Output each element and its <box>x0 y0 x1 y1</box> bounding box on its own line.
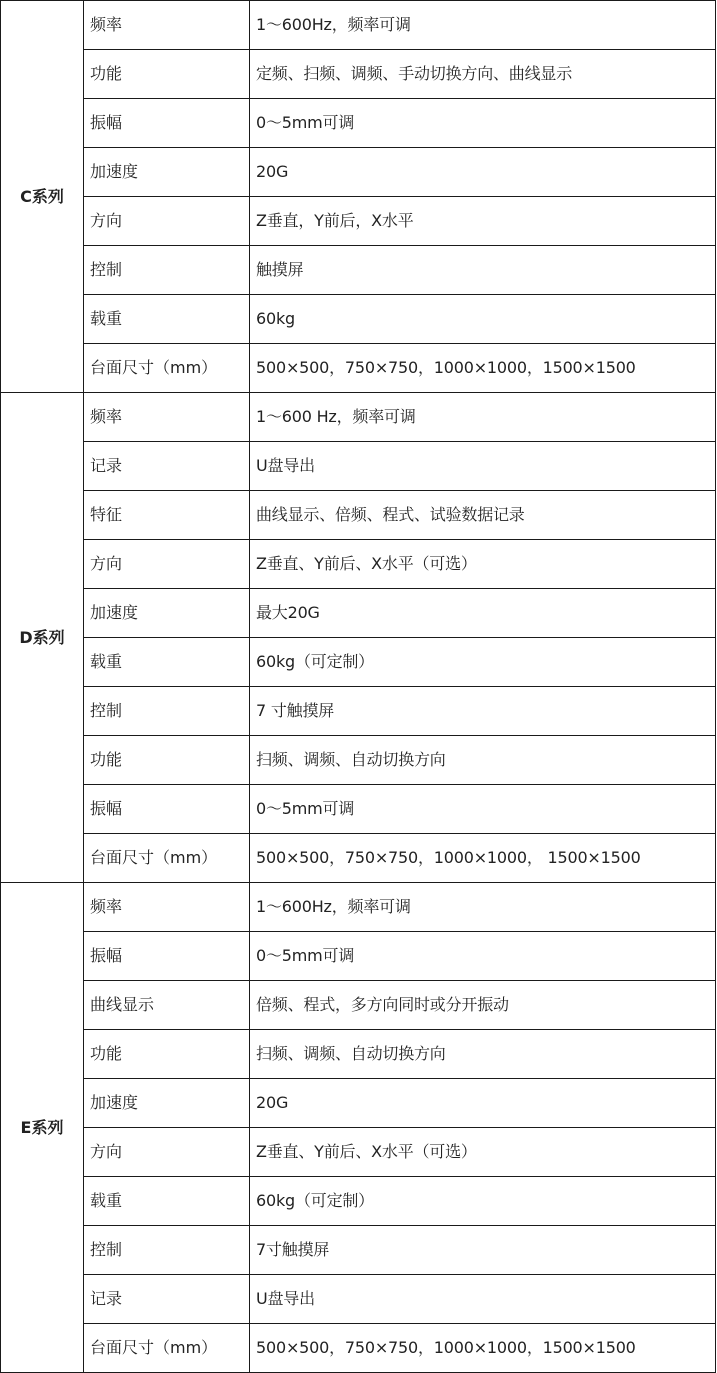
table-row <box>1 687 716 736</box>
table-row <box>1 1275 716 1324</box>
series-name-cell: E系列 <box>1 883 84 1373</box>
param-label-cell: 记录 <box>84 1275 250 1324</box>
param-value-cell: 倍频、程式，多方向同时或分开振动 <box>250 981 716 1030</box>
param-value-cell: 500×500，750×750，1000×1000， 1500×1500 <box>250 834 716 883</box>
param-value-cell: 20G <box>250 1079 716 1128</box>
param-label-cell: 加速度 <box>84 1079 250 1128</box>
table-row <box>1 638 716 687</box>
table-row <box>1 785 716 834</box>
table-row <box>1 932 716 981</box>
param-label-cell: 方向 <box>84 540 250 589</box>
param-value-cell: 0～5mm可调 <box>250 99 716 148</box>
param-value-cell: 1～600 Hz，频率可调 <box>250 393 716 442</box>
table-row <box>1 981 716 1030</box>
table-row <box>1 1128 716 1177</box>
param-label-cell: 控制 <box>84 1226 250 1275</box>
table-row <box>1 1226 716 1275</box>
table-row <box>1 1030 716 1079</box>
table-row <box>1 295 716 344</box>
param-value-cell: 500×500，750×750，1000×1000，1500×1500 <box>250 344 716 393</box>
table-row <box>1 344 716 393</box>
table-row <box>1 148 716 197</box>
param-label-cell: 台面尺寸（mm） <box>84 834 250 883</box>
param-label-cell: 载重 <box>84 1177 250 1226</box>
param-value-cell: Z垂直、Y前后、X水平（可选） <box>250 540 716 589</box>
table-row <box>1 540 716 589</box>
param-label-cell: 载重 <box>84 295 250 344</box>
table-row <box>1 99 716 148</box>
param-label-cell: 功能 <box>84 1030 250 1079</box>
param-value-cell: 60kg（可定制） <box>250 638 716 687</box>
param-value-cell: U盘导出 <box>250 442 716 491</box>
param-label-cell: 频率 <box>84 883 250 932</box>
param-label-cell: 振幅 <box>84 932 250 981</box>
param-value-cell: 60kg（可定制） <box>250 1177 716 1226</box>
param-label-cell: 功能 <box>84 50 250 99</box>
param-value-cell: 500×500，750×750，1000×1000，1500×1500 <box>250 1324 716 1373</box>
param-label-cell: 曲线显示 <box>84 981 250 1030</box>
param-value-cell: 7 寸触摸屏 <box>250 687 716 736</box>
param-label-cell: 控制 <box>84 246 250 295</box>
table-row <box>1 442 716 491</box>
table-row <box>1 491 716 540</box>
param-label-cell: 加速度 <box>84 589 250 638</box>
series-name-cell: D系列 <box>1 393 84 883</box>
table-row <box>1 1079 716 1128</box>
table-row <box>1 1177 716 1226</box>
param-value-cell: 触摸屏 <box>250 246 716 295</box>
table-row <box>1 589 716 638</box>
param-label-cell: 加速度 <box>84 148 250 197</box>
table-row <box>1 1324 716 1373</box>
param-label-cell: 载重 <box>84 638 250 687</box>
table-row <box>1 197 716 246</box>
param-value-cell: 扫频、调频、自动切换方向 <box>250 1030 716 1079</box>
param-label-cell: 方向 <box>84 197 250 246</box>
param-value-cell: 20G <box>250 148 716 197</box>
series-name-cell: C系列 <box>1 1 84 393</box>
param-value-cell: Z垂直、Y前后、X水平（可选） <box>250 1128 716 1177</box>
param-label-cell: 功能 <box>84 736 250 785</box>
param-label-cell: 控制 <box>84 687 250 736</box>
table-row <box>1 246 716 295</box>
spec-table-body <box>1 1 716 1373</box>
table-row <box>1 736 716 785</box>
param-value-cell: 7寸触摸屏 <box>250 1226 716 1275</box>
param-value-cell: 0～5mm可调 <box>250 932 716 981</box>
param-value-cell: 0～5mm可调 <box>250 785 716 834</box>
param-label-cell: 记录 <box>84 442 250 491</box>
param-value-cell: U盘导出 <box>250 1275 716 1324</box>
param-label-cell: 方向 <box>84 1128 250 1177</box>
param-value-cell: 扫频、调频、自动切换方向 <box>250 736 716 785</box>
param-label-cell: 台面尺寸（mm） <box>84 1324 250 1373</box>
param-label-cell: 振幅 <box>84 99 250 148</box>
param-value-cell: Z垂直，Y前后，X水平 <box>250 197 716 246</box>
param-value-cell: 1～600Hz，频率可调 <box>250 883 716 932</box>
table-row <box>1 834 716 883</box>
param-label-cell: 特征 <box>84 491 250 540</box>
param-label-cell: 台面尺寸（mm） <box>84 344 250 393</box>
param-value-cell: 定频、扫频、调频、手动切换方向、曲线显示 <box>250 50 716 99</box>
param-label-cell: 频率 <box>84 393 250 442</box>
param-value-cell: 曲线显示、倍频、程式、试验数据记录 <box>250 491 716 540</box>
table-row <box>1 50 716 99</box>
table-row <box>1 883 716 932</box>
param-label-cell: 频率 <box>84 1 250 50</box>
param-label-cell: 振幅 <box>84 785 250 834</box>
table-row <box>1 1 716 50</box>
param-value-cell: 1～600Hz，频率可调 <box>250 1 716 50</box>
table-row <box>1 393 716 442</box>
param-value-cell: 60kg <box>250 295 716 344</box>
param-value-cell: 最大20G <box>250 589 716 638</box>
